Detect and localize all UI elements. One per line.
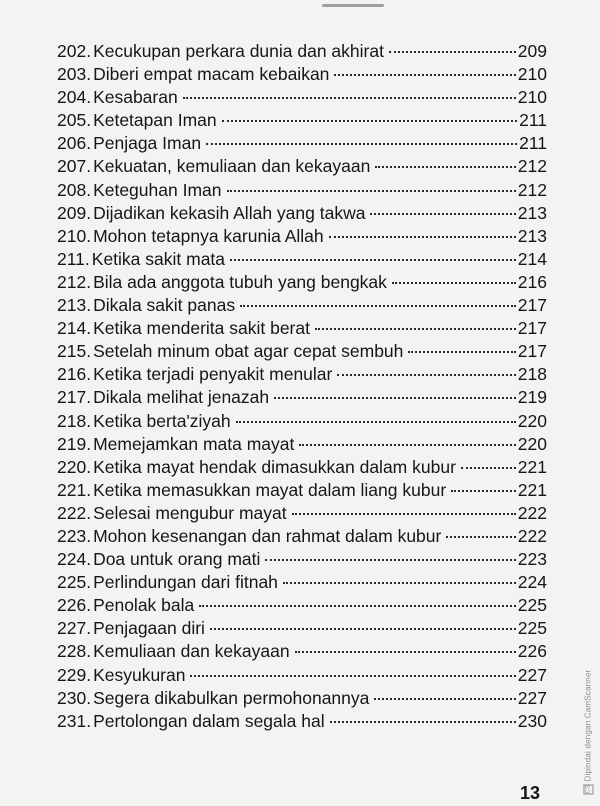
toc-dot-leader [206,143,517,145]
toc-dot-leader [337,374,515,376]
scanner-watermark-text: Dipindai dengan CamScanner [583,669,593,782]
toc-entry-title: Dikala melihat jenazah [93,387,270,408]
toc-entry [57,363,547,386]
toc-entry-number: 215. [57,341,92,362]
toc-entry-title: Perlindungan dari fitnah [93,572,278,593]
toc-dot-leader [236,421,516,423]
toc-entry-page: 210 [517,87,547,108]
toc-entry [57,502,547,525]
toc-entry-page: 213 [517,225,547,246]
scanner-watermark [581,668,595,796]
toc-entry [57,248,547,271]
toc-entry [57,225,547,248]
toc-dot-leader [190,675,515,677]
toc-entry-page: 211 [519,110,547,131]
toc-dot-leader [375,166,515,168]
toc-dot-leader [199,605,516,607]
toc-dot-leader [461,467,516,469]
toc-entry [57,664,547,687]
table-of-contents [57,40,547,733]
toc-entry-title: Ketika berta'ziyah [93,410,231,431]
toc-entry-title: Kesabaran [93,87,178,108]
toc-entry-number: 202. [57,41,92,61]
toc-entry-page: 217 [517,341,547,362]
toc-dot-leader [274,397,516,399]
toc-entry [57,63,547,86]
toc-entry-number: 227. [57,618,92,639]
toc-entry-number: 219. [57,433,92,454]
toc-entry-page: 227 [517,687,547,708]
toc-entry-title: Kesyukuran [93,664,186,685]
toc-entry-title: Ketika menderita sakit berat [93,318,310,339]
toc-entry [57,155,547,178]
toc-dot-leader [451,490,516,492]
toc-dot-leader [329,236,516,238]
toc-entry [57,571,547,594]
toc-entry-number: 204. [57,87,92,108]
toc-entry-title: Penjaga Iman [93,133,202,154]
toc-entry-page: 225 [517,618,547,639]
toc-entry-number: 222. [57,502,92,523]
toc-dot-leader [292,513,516,515]
toc-entry-title: Kekuatan, kemuliaan dan kekayaan [93,156,371,177]
toc-entry-page: 214 [517,248,547,269]
toc-entry-page: 227 [517,664,547,685]
toc-entry [57,202,547,225]
toc-entry [57,317,547,340]
toc-entry-title: Diberi empat macam kebaikan [93,64,330,85]
toc-dot-leader [295,651,516,653]
toc-dot-leader [283,582,516,584]
toc-entry-number: 230. [57,687,92,708]
toc-dot-leader [227,190,516,192]
toc-entry-page: 212 [517,156,547,177]
toc-entry-page: 230 [517,710,547,731]
toc-dot-leader [370,213,515,215]
toc-entry-title: Dikala sakit panas [93,295,236,316]
toc-entry-title: Mohon kesenangan dan rahmat dalam kubur [93,525,442,546]
toc-entry-number: 205. [57,110,92,131]
toc-entry-title: Ketika memasukkan mayat dalam liang kubur [93,479,447,500]
toc-entry [57,86,547,109]
toc-entry-page: 225 [517,595,547,616]
toc-entry-page: 224 [517,572,547,593]
toc-entry-title: Penolak bala [93,595,195,616]
toc-dot-leader [230,259,516,261]
toc-entry-page: 213 [517,202,547,223]
toc-entry-page: 221 [517,456,547,477]
camscanner-logo-icon: CS [585,784,591,794]
toc-entry-title: Selesai mengubur mayat [93,502,287,523]
toc-entry-title: Kecukupan perkara dunia dan akhirat [93,41,384,61]
toc-dot-leader [240,305,516,307]
toc-entry-page: 218 [517,364,547,385]
toc-entry [57,271,547,294]
toc-dot-leader [408,351,515,353]
toc-dot-leader [210,628,516,630]
toc-entry-number: 223. [57,525,92,546]
toc-entry [57,710,547,733]
toc-entry-title: Ketika sakit mata [91,248,226,269]
toc-entry [57,617,547,640]
toc-entry [57,456,547,479]
toc-entry-page: 217 [517,295,547,316]
toc-dot-leader [330,721,516,723]
toc-entry-number: 226. [57,595,92,616]
toc-entry-number: 216. [57,364,92,385]
toc-entry-number: 203. [57,64,92,85]
toc-entry-number: 206. [57,133,92,154]
toc-entry-title: Segera dikabulkan permohonannya [93,687,370,708]
toc-dot-leader [265,559,515,561]
toc-entry-number: 220. [57,456,92,477]
toc-dot-leader [446,536,515,538]
toc-entry-number: 210. [57,225,92,246]
toc-dot-leader [315,328,516,330]
toc-entry-title: Ketika mayat hendak dimasukkan dalam kubur [93,456,456,477]
toc-entry-page: 226 [517,641,547,662]
toc-entry [57,525,547,548]
toc-entry-number: 225. [57,572,92,593]
scan-artifact-mark [322,4,384,7]
toc-entry-title: Setelah minum obat agar cepat sembuh [93,341,404,362]
toc-dot-leader [374,698,515,700]
toc-entry-number: 214. [57,318,92,339]
toc-entry [57,40,547,63]
toc-entry-page: 222 [517,502,547,523]
toc-dot-leader [183,97,516,99]
toc-entry-number: 228. [57,641,92,662]
toc-dot-leader [389,51,516,53]
toc-entry [57,132,547,155]
toc-entry [57,687,547,710]
toc-entry-page: 217 [517,318,547,339]
toc-entry-number: 208. [57,179,92,200]
toc-entry-page: 210 [517,64,547,85]
toc-entry [57,548,547,571]
toc-entry-number: 231. [57,710,92,731]
toc-entry-page: 220 [517,410,547,431]
toc-entry [57,640,547,663]
toc-entry-page: 209 [517,41,547,61]
toc-entry-page: 220 [517,433,547,454]
toc-entry-title: Bila ada anggota tubuh yang bengkak [93,271,387,292]
toc-entry-title: Pertolongan dalam segala hal [93,710,325,731]
toc-entry-title: Doa untuk orang mati [93,549,261,570]
toc-entry [57,410,547,433]
toc-entry-number: 224. [57,549,92,570]
toc-entry [57,294,547,317]
toc-entry [57,433,547,456]
toc-entry-number: 217. [57,387,92,408]
toc-entry-title: Ketetapan Iman [93,110,217,131]
page-number: 13 [520,783,541,803]
toc-dot-leader [392,282,516,284]
toc-entry-title: Dijadikan kekasih Allah yang takwa [93,202,366,223]
toc-dot-leader [222,120,517,122]
toc-entry [57,594,547,617]
toc-entry [57,479,547,502]
toc-entry-title: Ketika terjadi penyakit menular [93,364,333,385]
toc-entry-title: Penjagaan diri [93,618,205,639]
toc-entry-number: 229. [57,664,92,685]
toc-entry [57,179,547,202]
toc-entry-title: Keteguhan Iman [93,179,222,200]
toc-entry-page: 221 [517,479,547,500]
toc-entry-page: 223 [517,549,547,570]
toc-entry [57,109,547,132]
toc-dot-leader [299,444,515,446]
toc-entry-title: Memejamkan mata mayat [93,433,295,454]
toc-entry [57,340,547,363]
toc-entry-page: 216 [517,271,547,292]
toc-entry-number: 211. [57,248,90,269]
toc-dot-leader [334,74,515,76]
toc-entry-number: 209. [57,202,92,223]
toc-entry-title: Mohon tetapnya karunia Allah [93,225,324,246]
toc-entry-number: 213. [57,295,92,316]
toc-entry-number: 212. [57,271,92,292]
toc-entry-page: 211 [519,133,547,154]
toc-entry-page: 222 [517,525,547,546]
toc-entry-number: 218. [57,410,92,431]
toc-entry-number: 221. [57,479,92,500]
toc-entry [57,386,547,409]
toc-entry-page: 212 [517,179,547,200]
toc-entry-number: 207. [57,156,92,177]
toc-entry-page: 219 [517,387,547,408]
toc-entry-title: Kemuliaan dan kekayaan [93,641,290,662]
